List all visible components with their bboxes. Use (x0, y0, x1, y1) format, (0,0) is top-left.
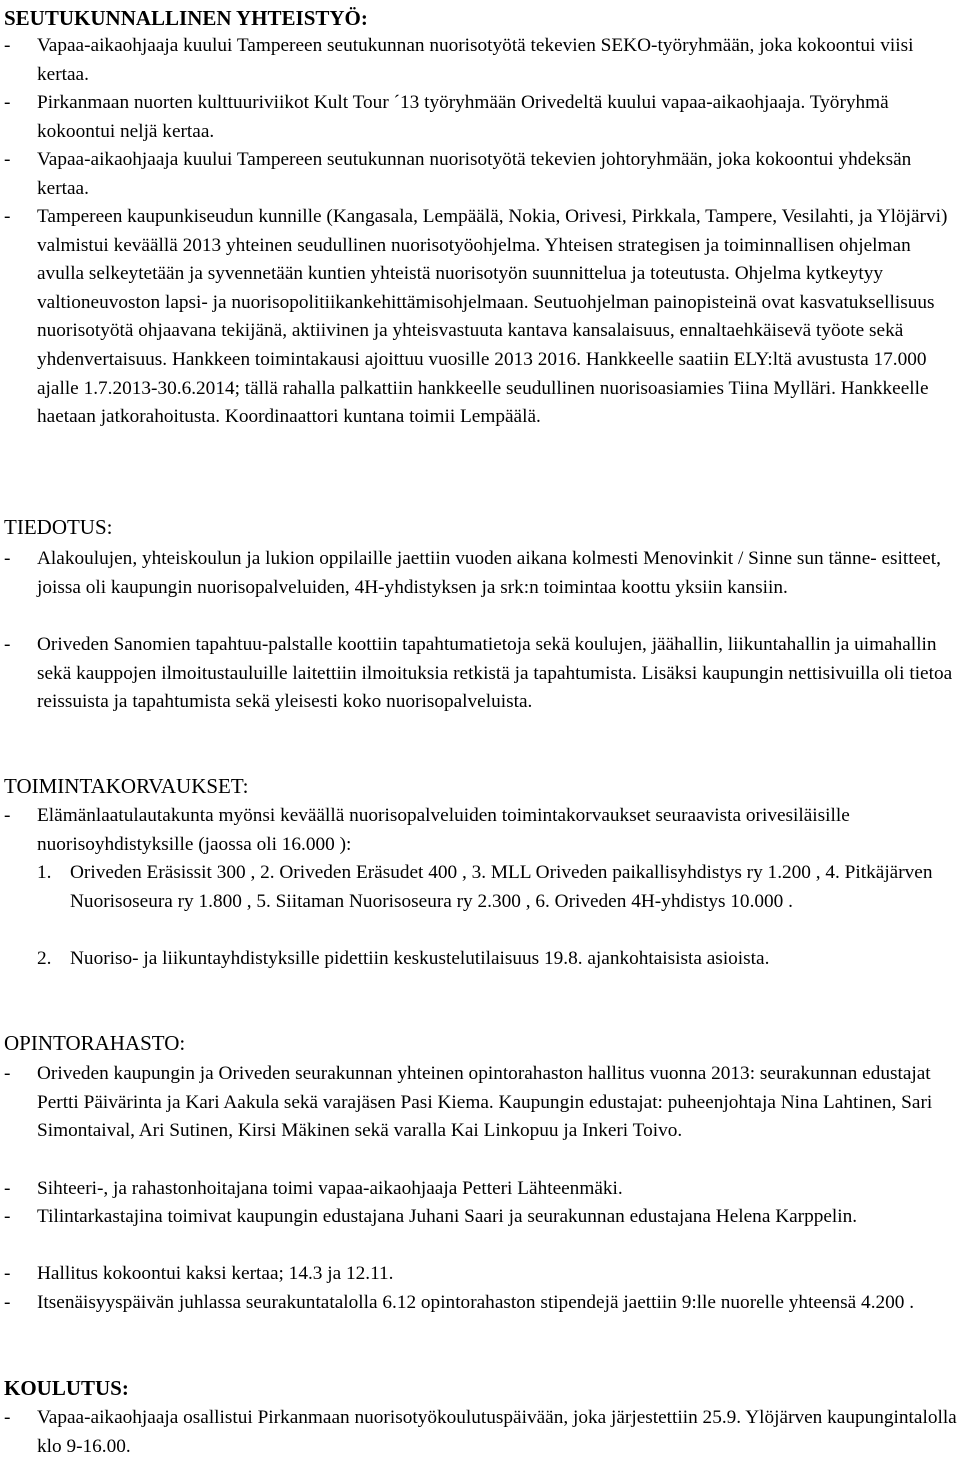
list-item-text: Itsenäisyyspäivän juhlassa seurakuntatalolla 6.12 opintorahaston stipendejä jaettiin 9:lle nuorelle yhteensä 4.200 . (37, 1292, 915, 1313)
list-dash: - (4, 1206, 11, 1227)
list-item-text: Vapaa-aikaohjaaja osallistui Pirkanmaan nuorisotyökoulutuspäivään, joka järjestettiin 25.9. Ylöjärven kaupungintalolla klo 9-16.00. (37, 1407, 957, 1457)
list-item-text: Tilintarkastajina toimivat kaupungin edustajana Juhani Saari ja seurakunnan edustajana Helena Karppelin. (37, 1206, 858, 1227)
list-dash: - (4, 35, 11, 56)
list-item (4, 545, 958, 602)
section-heading-tiedotus: TIEDOTUS: (4, 515, 113, 539)
list-item (4, 146, 958, 203)
list-item-text: Hallitus kokoontui kaksi kertaa; 14.3 ja 12.11. (37, 1263, 394, 1284)
list-item-text: Tampereen kaupunkiseudun kunnille (Kangasala, Lempäälä, Nokia, Orivesi, Pirkkala, Tampere, Vesilahti, ja Ylöjärvi) valmistui keväällä 2013 yhteinen seudullinen nuorisotyöohjelma. Yhteisen strategisen ja toiminnallisen ohjelman avulla selkeytetään ja syvennetään kuntien yhteistä nuorisotyön suunnittelua ja toteutusta. Ohjelma kytkeytyy valtioneuvoston lapsi- ja nuorisopolitiikankehittämisohjelmaan. Seutuohjelman painopisteinä ovat kasvatuksellisuus nuorisotyötä ohjaavana tekijänä, aktiivinen ja yhteisvastuuta kantava kansalaisuus, ennaltaehkäisevä työote sekä yhdenvertaisuus. Hankkeen toimintakausi ajoittuu vuosille 2013 2016. Hankkeelle saatiin ELY:ltä avustusta 17.000 ajalle 1.7.2013-30.6.2014; tällä rahalla palkattiin hankkeelle seudullinen nuorisoasiamies Tiina Mylläri. Hankkeelle haetaan jatkorahoitusta. Koordinaattori kuntana toimii Lempäälä. (37, 206, 948, 428)
numbered-marker: 2. (37, 948, 52, 969)
section-heading-opintorahasto: OPINTORAHASTO: (4, 1031, 186, 1055)
list-item (4, 1289, 958, 1318)
list-item-text: Vapaa-aikaohjaaja kuului Tampereen seutukunnan nuorisotyötä tekevien johtoryhmään, joka kokoontui yhdeksän kertaa. (37, 149, 912, 199)
list-dash: - (4, 634, 11, 655)
list-item (4, 32, 958, 89)
section-heading-toimintakorvaukset: TOIMINTAKORVAUKSET: (4, 774, 249, 798)
list-item (4, 1175, 958, 1204)
list-item (4, 203, 958, 432)
list-dash: - (4, 1292, 11, 1313)
list-dash: - (4, 1407, 11, 1428)
list-dash: - (4, 1178, 11, 1199)
list-dash: - (4, 92, 11, 113)
list-dash: - (4, 1263, 11, 1284)
list-dash: - (4, 149, 11, 170)
numbered-item (37, 945, 958, 974)
list-item (4, 1260, 958, 1289)
list-item-text: Elämänlaatulautakunta myönsi keväällä nuorisopalveluiden toimintakorvaukset seuraavista orivesiläisille nuorisoyhdistyksille (jaossa oli 16.000 ): (37, 805, 850, 855)
list-item-text: Alakoulujen, yhteiskoulun ja lukion oppilaille jaettiin vuoden aikana kolmesti Menovinkit / Sinne sun tänne- esitteet, joissa oli kaupungin nuorisopalveluiden, 4H-yhdistyksen ja srk:n toimintaa koottu yksiin kansiin. (37, 548, 941, 598)
list-item (4, 1203, 958, 1232)
list-item (4, 1060, 958, 1146)
list-item-text: Sihteeri-, ja rahastonhoitajana toimi vapaa-aikaohjaaja Petteri Lähteenmäki. (37, 1178, 623, 1199)
numbered-item (37, 859, 958, 916)
list-item (4, 1404, 958, 1461)
list-item (4, 631, 958, 717)
list-item (4, 802, 958, 859)
section-heading-koulutus: KOULUTUS: (4, 1376, 129, 1400)
numbered-item-text: Oriveden Eräsissit 300 , 2. Oriveden Eräsudet 400 , 3. MLL Oriveden paikallisyhdistys ry 1.200 , 4. Pitkäjärven Nuorisoseura ry 1.800 , 5. Siitaman Nuorisoseura ry 2.300 , 6. Oriveden 4H-yhdistys 10.000 . (70, 862, 933, 912)
list-dash: - (4, 805, 11, 826)
list-item-text: Vapaa-aikaohjaaja kuului Tampereen seutukunnan nuorisotyötä tekevien SEKO-työryhmään, joka kokoontui viisi kertaa. (37, 35, 914, 85)
list-dash: - (4, 1063, 11, 1084)
list-item (4, 89, 958, 146)
numbered-marker: 1. (37, 862, 52, 883)
section-heading-seutukunnallinen: SEUTUKUNNALLINEN YHTEISTYÖ: (4, 6, 368, 30)
list-dash: - (4, 548, 11, 569)
list-item-text: Pirkanmaan nuorten kulttuuriviikot Kult Tour ´13 työryhmään Orivedeltä kuului vapaa-aikaohjaaja. Työryhmä kokoontui neljä kertaa. (37, 92, 889, 142)
numbered-item-text: Nuoriso- ja liikuntayhdistyksille pidettiin keskustelutilaisuus 19.8. ajankohtaisista asioista. (70, 948, 770, 969)
list-item-text: Oriveden kaupungin ja Oriveden seurakunnan yhteinen opintorahaston hallitus vuonna 2013: seurakunnan edustajat Pertti Päivärinta ja Kari Aakula sekä varajäsen Pasi Kiema. Kaupungin edustajat: puheenjohtaja Nina Lahtinen, Sari Simontaival, Ari Sutinen, Kirsi Mäkinen sekä varalla Kai Linkopuu ja Inkeri Toivo. (37, 1063, 933, 1142)
list-item-text: Oriveden Sanomien tapahtuu-palstalle koottiin tapahtumatietoja sekä koulujen, jäähallin, liikuntahallin ja uimahallin sekä kauppojen ilmoitustauluille laitettiin ilmoituksia retkistä ja tapahtumista. Lisäksi kaupungin nettisivuilla oli tietoa reissuista ja tapahtumista sekä yleisesti koko nuorisopalveluista. (37, 634, 953, 713)
list-dash: - (4, 206, 11, 227)
